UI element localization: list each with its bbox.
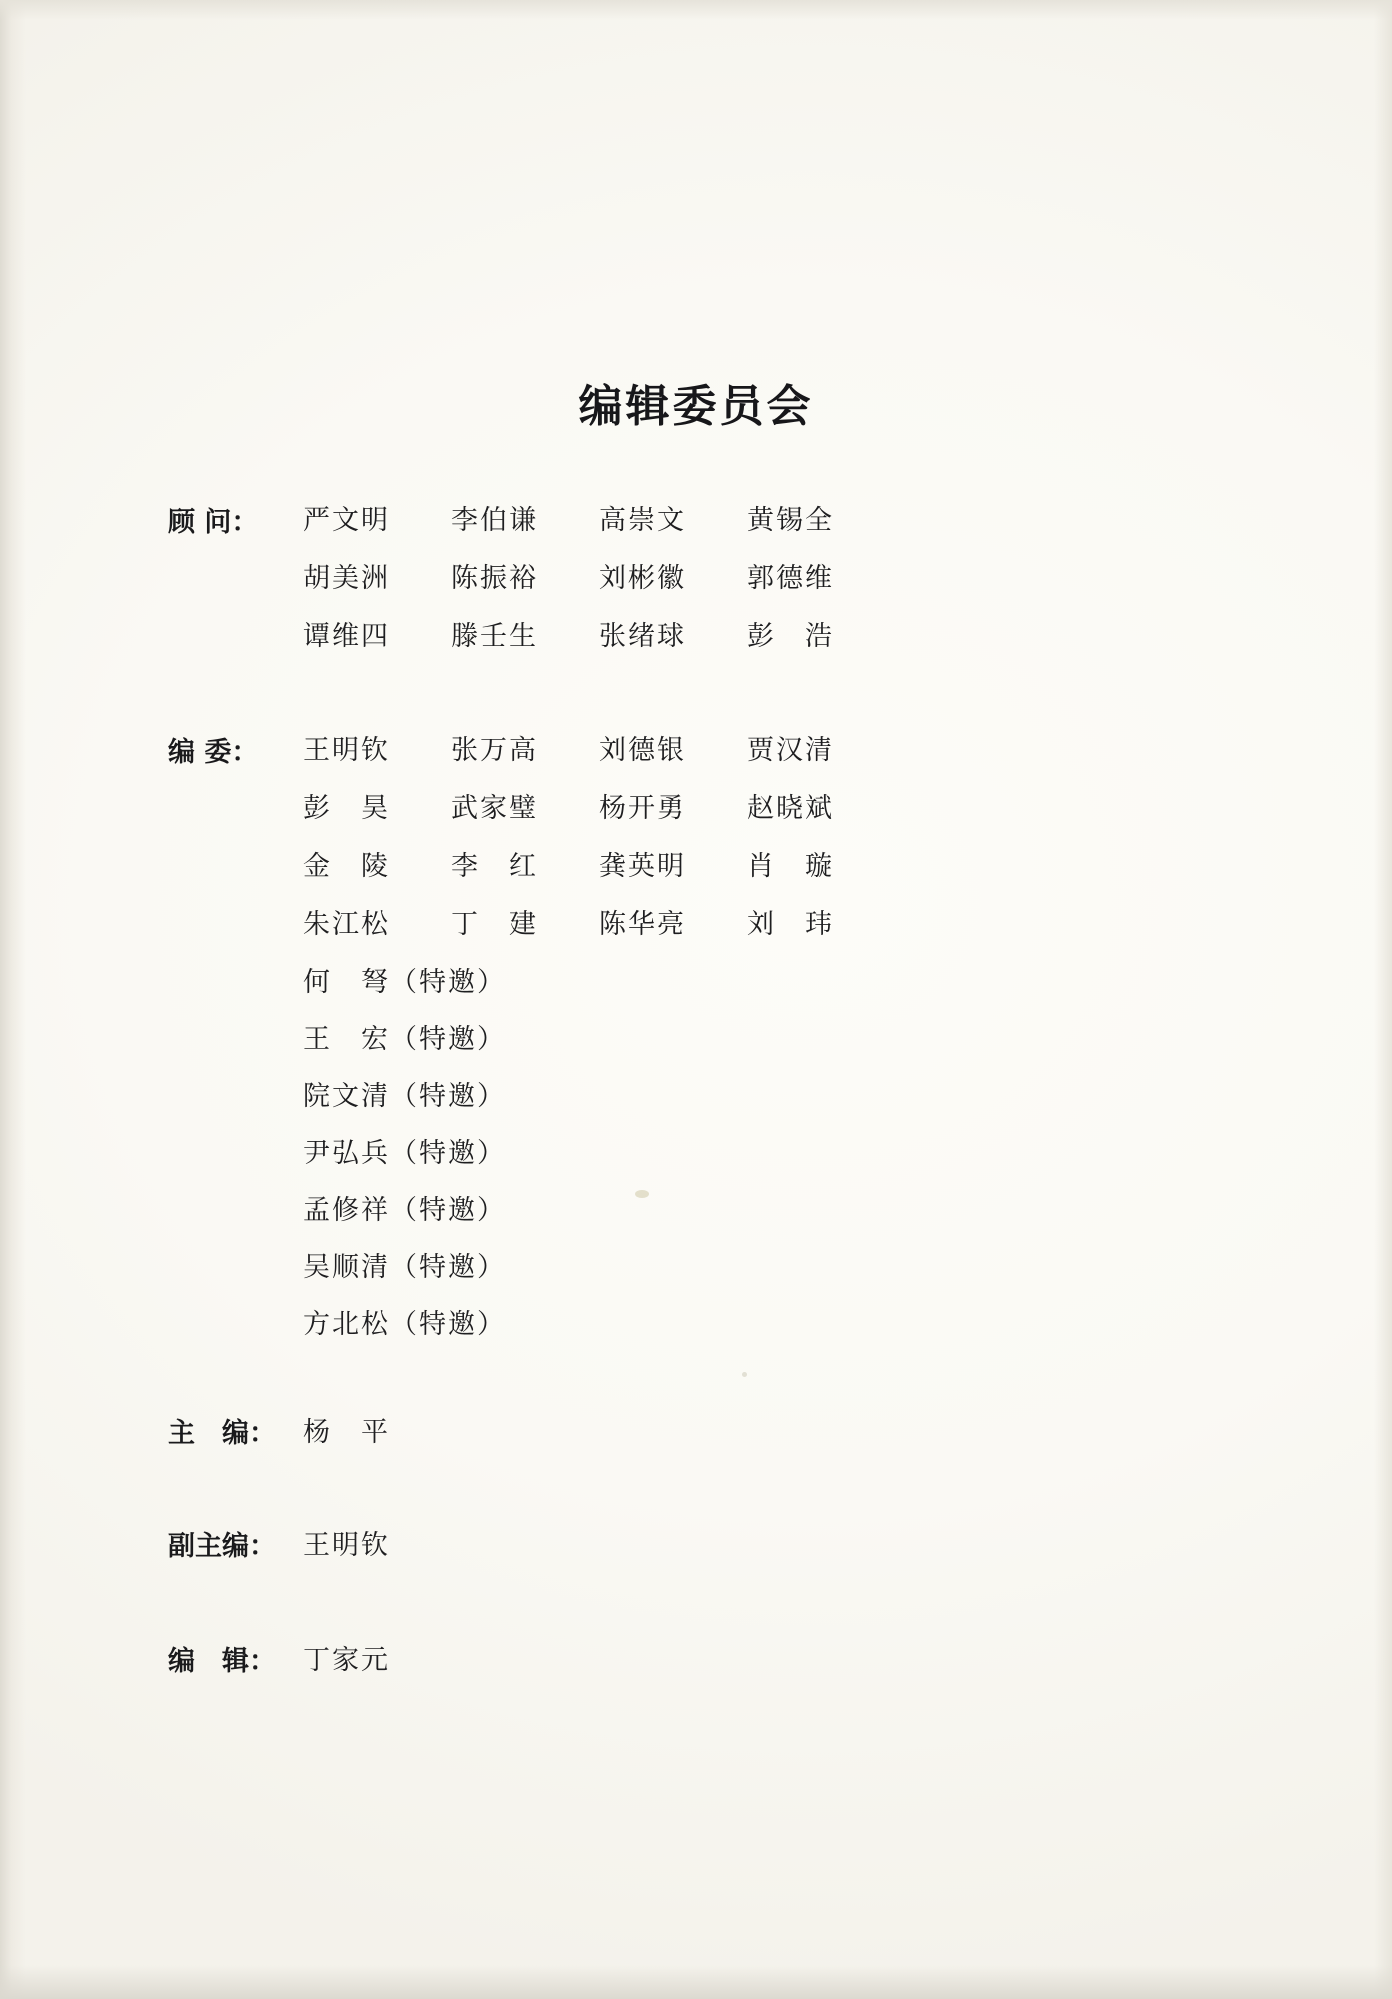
person-name: 谭维四: [303, 621, 390, 652]
section-editorial-board: [168, 728, 1268, 1359]
board-row: [168, 902, 1268, 960]
person-name: 贾汉清: [747, 735, 834, 766]
person-name: 朱江松: [303, 909, 390, 940]
chief-editor-row: [168, 1400, 1268, 1458]
section-vice-chief-editor: [168, 1513, 1268, 1571]
board-names: [303, 844, 1268, 883]
board-names: [303, 728, 1268, 767]
spacer: [168, 1131, 303, 1133]
board-row: [168, 786, 1268, 844]
advisors-row: [168, 614, 1268, 672]
spacer: [168, 844, 303, 846]
person-name: 张万高: [451, 735, 538, 766]
board-names: [303, 786, 1268, 825]
spacer: [168, 614, 303, 616]
spacer: [168, 902, 303, 904]
board-guest-row: [168, 1188, 1268, 1245]
spacer: [168, 1245, 303, 1247]
person-name-guest: 王 宏（特邀）: [303, 1024, 506, 1055]
person-name: 彭 浩: [747, 621, 834, 652]
person-name: 王明钦: [303, 735, 390, 766]
vice-chief-editor-row: [168, 1513, 1268, 1571]
editor-row: [168, 1628, 1268, 1686]
person-name: 金 陵: [303, 851, 390, 882]
person-name: 陈华亮: [599, 909, 686, 940]
person-name: 严文明: [303, 505, 390, 536]
person-name: 李 红: [451, 851, 538, 882]
advisors-row: [168, 498, 1268, 556]
board-names: [303, 902, 1268, 941]
advisors-label: 顾 问：: [168, 507, 259, 538]
chief-editor-label: 主 编：: [168, 1417, 276, 1449]
person-name: 滕壬生: [451, 621, 538, 652]
spacer: [168, 1074, 303, 1076]
spacer: [168, 786, 303, 788]
board-row: [168, 728, 1268, 786]
person-name-guest: 尹弘兵（特邀）: [303, 1138, 506, 1169]
person-name-guest: 孟修祥（特邀）: [303, 1195, 506, 1226]
person-name: 刘彬徽: [599, 563, 686, 594]
person-name-guest: 院文清（特邀）: [303, 1081, 506, 1112]
person-name: 黄锡全: [747, 505, 834, 536]
advisors-names: [303, 498, 1268, 537]
editor-name: 丁家元: [303, 1644, 390, 1676]
spacer: [168, 1017, 303, 1019]
board-guest-row: [168, 1131, 1268, 1188]
spacer: [168, 960, 303, 962]
page-edge-shadow-right: [1374, 0, 1392, 1999]
spacer: [168, 1188, 303, 1190]
advisors-names: [303, 556, 1268, 595]
board-label: 编 委：: [168, 737, 259, 768]
spacer: [168, 556, 303, 558]
board-row: [168, 844, 1268, 902]
page-title: 编辑委员会: [578, 381, 814, 432]
person-name: 郭德维: [747, 563, 834, 594]
vice-chief-editor-name: 王明钦: [303, 1529, 390, 1561]
person-name: 龚英明: [599, 851, 686, 882]
editor-label: 编 辑：: [168, 1645, 276, 1677]
paper-speck: [742, 1372, 747, 1377]
person-name: 彭 昊: [303, 793, 390, 824]
section-editor: [168, 1628, 1268, 1686]
person-name: 胡美洲: [303, 563, 390, 594]
board-guest-row: [168, 1017, 1268, 1074]
person-name: 高崇文: [599, 505, 686, 536]
board-guest-row: [168, 1245, 1268, 1302]
spacer: [168, 1302, 303, 1304]
person-name: 丁 建: [451, 909, 538, 940]
person-name: 刘 玮: [747, 909, 834, 940]
board-guest-row: [168, 1074, 1268, 1131]
person-name: 张绪球: [599, 621, 686, 652]
person-name: 杨开勇: [599, 793, 686, 824]
person-name: 李伯谦: [451, 505, 538, 536]
person-name: 肖 璇: [747, 851, 834, 882]
page-edge-shadow-bottom: [0, 1965, 1392, 1999]
advisors-names: [303, 614, 1268, 653]
person-name: 陈振裕: [451, 563, 538, 594]
board-guest-row: [168, 960, 1268, 1017]
board-guest-row: [168, 1302, 1268, 1359]
person-name: 武家璧: [451, 793, 538, 824]
vice-chief-editor-label: 副主编：: [168, 1530, 276, 1562]
person-name: 赵晓斌: [747, 793, 834, 824]
advisors-row: [168, 556, 1268, 614]
section-chief-editor: [168, 1400, 1268, 1458]
person-name-guest: 何 弩（特邀）: [303, 967, 506, 998]
person-name: 刘德银: [599, 735, 686, 766]
person-name-guest: 吴顺清（特邀）: [303, 1252, 506, 1283]
chief-editor-name: 杨 平: [303, 1416, 390, 1448]
page-edge-shadow-left: [0, 0, 26, 1999]
section-advisors: [168, 498, 1268, 672]
page-edge-shadow-top: [0, 0, 1392, 20]
person-name-guest: 方北松（特邀）: [303, 1309, 506, 1340]
